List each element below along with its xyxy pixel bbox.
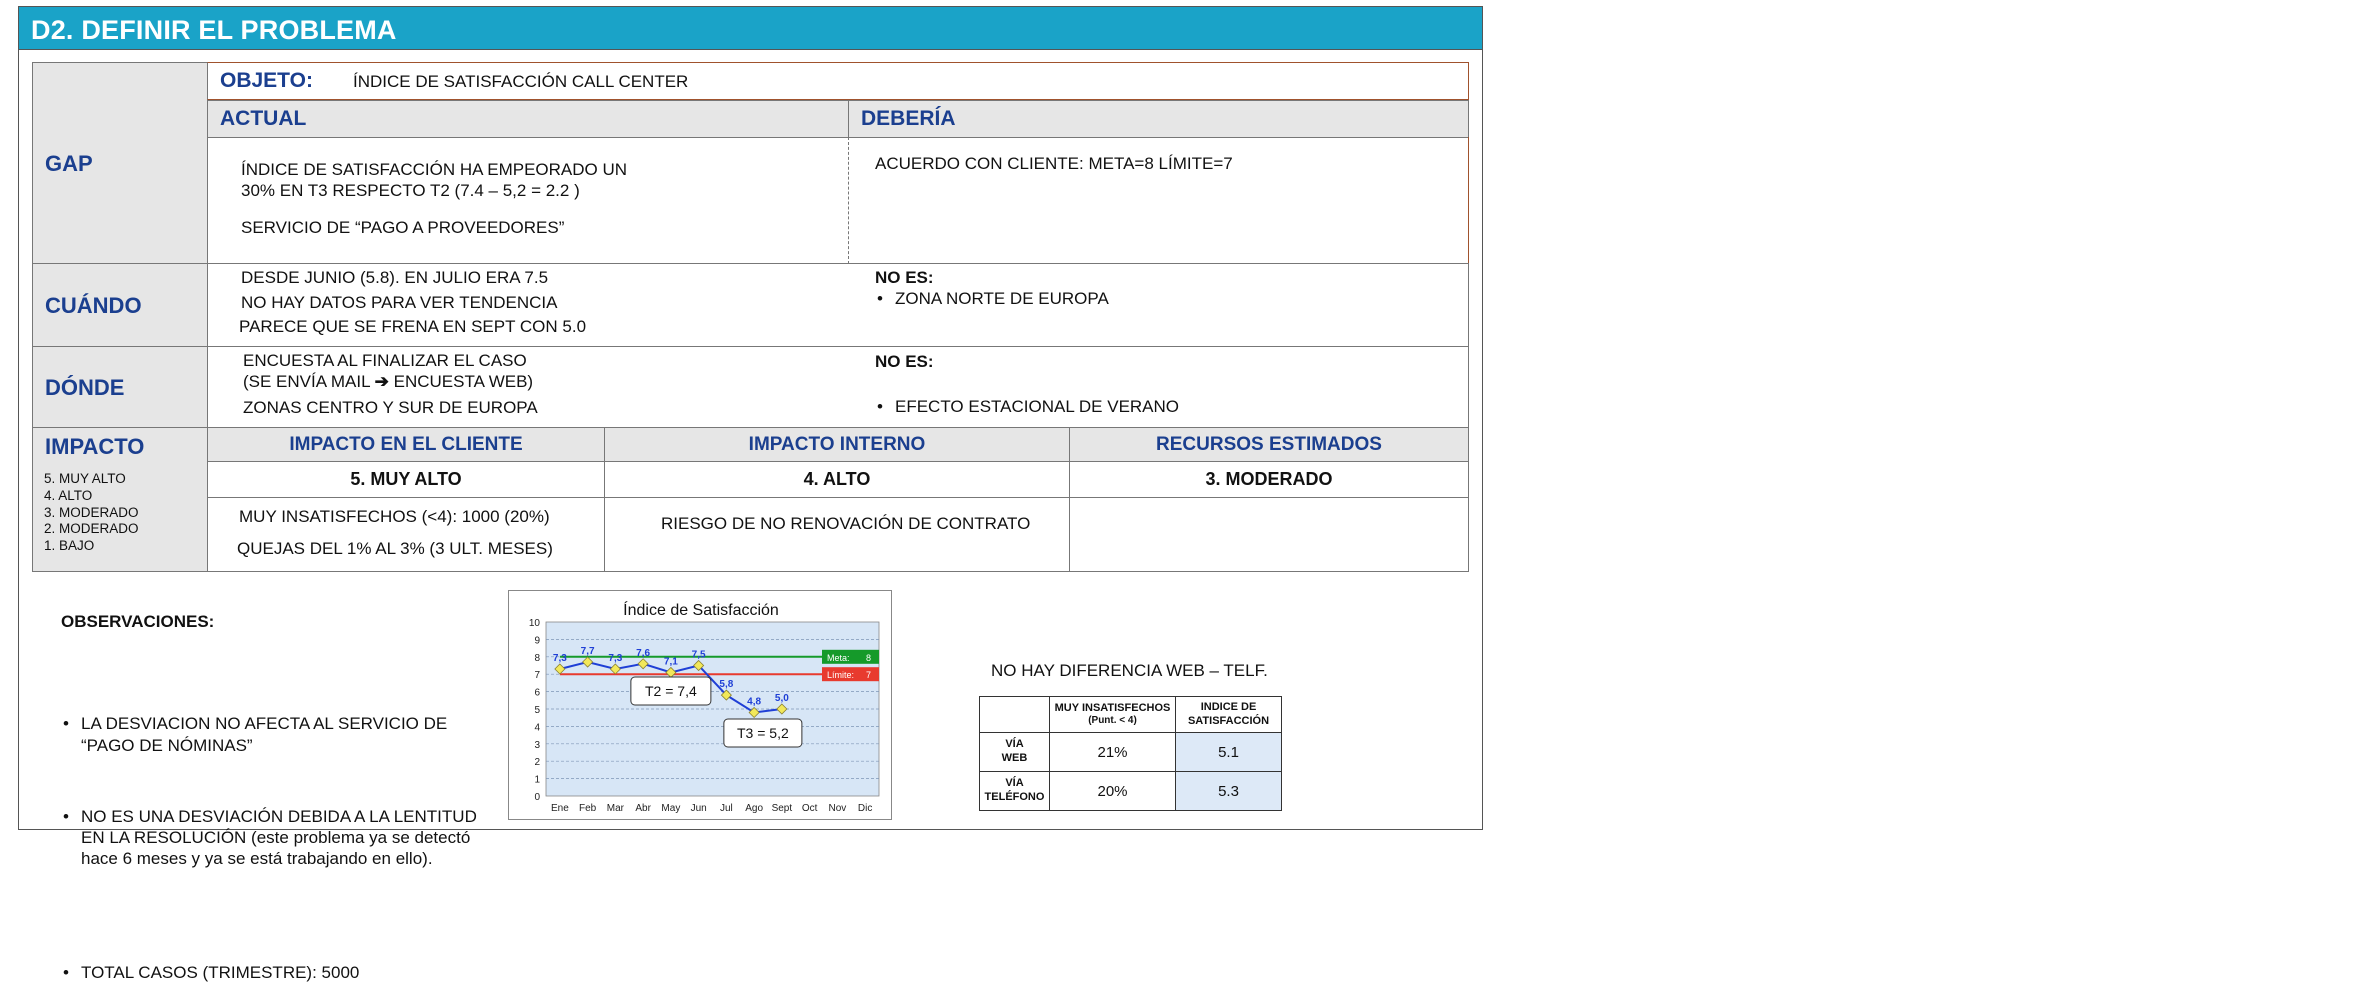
satisfaction-chart — [508, 590, 892, 820]
impacto-label: IMPACTO — [45, 434, 145, 459]
deberia-label: DEBERÍA — [861, 107, 956, 130]
arrow-right-icon: ➔ — [374, 372, 389, 391]
objeto-label: OBJETO: — [220, 69, 313, 92]
row-label-telefono-line2: TELÉFONO — [984, 791, 1045, 803]
x-tick-label: Dic — [857, 803, 873, 814]
reference-value: 8 — [865, 652, 871, 663]
data-label: 5,8 — [719, 679, 734, 691]
actual-label: ACTUAL — [220, 107, 307, 130]
data-label: 7,3 — [608, 652, 623, 664]
reference-value: 7 — [865, 670, 871, 681]
col-header-indice-line2: SATISFACCIÓN — [1187, 714, 1270, 727]
x-tick-label: Oct — [801, 803, 818, 814]
col-header-indice-line1: INDICE DE — [1200, 701, 1257, 714]
data-label: 7,5 — [691, 649, 706, 661]
recursos-detail-cell — [1069, 497, 1469, 572]
donde-no-es-item-1: • EFECTO ESTACIONAL DE VERANO — [875, 395, 2375, 419]
donde-line-1: ENCUESTA AL FINALIZAR EL CASO — [243, 351, 527, 370]
impacto-interno-detail: RIESGO DE NO RENOVACIÓN DE CONTRATO — [661, 514, 1031, 533]
table-corner-cell — [980, 697, 1050, 733]
col-header-insatisfechos-line1: MUY INSATISFECHOS — [1054, 701, 1171, 714]
impacto-interno-value: 4. ALTO — [803, 469, 871, 489]
x-tick-label: Feb — [579, 803, 597, 814]
impacto-scale-1: 1. BAJO — [44, 538, 95, 554]
y-tick-label: 8 — [534, 652, 540, 664]
data-label: 7,3 — [552, 652, 567, 664]
cuando-no-es-item: • ZONA NORTE DE EUROPA — [875, 287, 2375, 311]
data-label: 7,7 — [580, 646, 595, 658]
y-tick-label: 6 — [534, 687, 540, 699]
impacto-cliente-detail-2: QUEJAS DEL 1% AL 3% (3 ULT. MESES) — [237, 539, 553, 558]
observacion-item-3: • TOTAL CASOS (TRIMESTRE): 5000 — [61, 962, 481, 983]
annotation-label: T3 = 5,2 — [736, 725, 789, 741]
cell-telefono-insatisfechos: 20% — [1050, 772, 1176, 811]
cell-web-indice: 5.1 — [1176, 733, 1282, 772]
cuando-line-1: DESDE JUNIO (5.8). EN JULIO ERA 7.5 — [241, 268, 549, 287]
cuando-line-2: NO HAY DATOS PARA VER TENDENCIA — [241, 293, 558, 312]
impacto-scale — [44, 471, 139, 555]
y-tick-label: 1 — [534, 774, 540, 786]
y-tick-label: 4 — [534, 722, 540, 734]
chart-title: Índice de Satisfacción — [623, 602, 779, 619]
impacto-scale-3: 3. MODERADO — [44, 504, 139, 520]
chart-svg — [509, 591, 893, 821]
donde-no-es-label: NO ES: — [875, 352, 934, 371]
donde-label: DÓNDE — [45, 375, 125, 400]
cuando-no-es-label: NO ES: — [875, 268, 934, 287]
reference-label: Meta: — [827, 652, 850, 663]
x-tick-label: Sept — [771, 803, 793, 814]
reference-label: Límite: — [827, 670, 855, 681]
objeto-value: ÍNDICE DE SATISFACCIÓN CALL CENTER — [353, 72, 689, 91]
table-row — [980, 733, 1282, 772]
impacto-scale-4: 4. ALTO — [44, 487, 93, 503]
y-tick-label: 9 — [534, 635, 540, 647]
cell-web-insatisfechos: 21% — [1050, 733, 1176, 772]
web-telf-table — [979, 696, 1282, 811]
data-label: 7,6 — [636, 647, 651, 659]
x-tick-label: Jul — [719, 803, 733, 814]
observaciones-title: OBSERVACIONES: — [61, 612, 215, 631]
y-tick-label: 5 — [534, 705, 540, 716]
row-label-web-line2: WEB — [1001, 752, 1028, 764]
y-tick-label: 7 — [534, 670, 540, 682]
table-row — [980, 772, 1282, 811]
row-label-telefono — [980, 772, 1050, 811]
y-tick-label: 3 — [534, 739, 540, 751]
x-tick-label: Abr — [635, 803, 651, 814]
col-header-insatisfechos — [1050, 697, 1176, 733]
x-tick-label: Mar — [606, 803, 624, 814]
page-header — [18, 6, 1483, 50]
gap-label: GAP — [45, 151, 93, 176]
data-label: 5,0 — [774, 693, 789, 704]
row-label-web — [980, 733, 1050, 772]
observacion-item-1: • LA DESVIACION NO AFECTA AL SERVICIO DE “PAGO DE NÓMINAS” — [61, 713, 481, 756]
x-tick-label: Ene — [550, 803, 569, 814]
data-label: 7,1 — [663, 656, 678, 668]
table-header-row — [980, 697, 1282, 733]
donde-line-2b: ENCUESTA WEB) — [388, 372, 534, 391]
impacto-cliente-label: IMPACTO EN EL CLIENTE — [289, 434, 523, 455]
donde-line-2 — [243, 370, 533, 394]
impacto-cliente-detail-1: MUY INSATISFECHOS (<4): 1000 (20%) — [239, 507, 550, 526]
x-tick-label: Jun — [690, 803, 707, 814]
x-tick-label: Nov — [828, 803, 847, 814]
cuando-line-3: PARECE QUE SE FRENA EN SEPT CON 5.0 — [239, 317, 587, 336]
impacto-scale-5: 5. MUY ALTO — [44, 471, 126, 486]
y-tick-label: 2 — [534, 757, 540, 769]
impacto-cliente-value: 5. MUY ALTO — [350, 469, 462, 489]
actual-line-1: ÍNDICE DE SATISFACCIÓN HA EMPEORADO UN — [241, 160, 628, 179]
col-header-indice — [1176, 697, 1282, 733]
deberia-text: ACUERDO CON CLIENTE: META=8 LÍMITE=7 — [875, 154, 1233, 173]
col-header-insatisfechos-line2: (Punt. < 4) — [1088, 715, 1137, 727]
donde-line-2a: (SE ENVÍA MAIL — [243, 372, 375, 391]
x-tick-label: May — [661, 803, 681, 814]
actual-line-3: SERVICIO DE “PAGO A PROVEEDORES” — [241, 218, 565, 237]
impacto-scale-2: 2. MODERADO — [44, 521, 139, 537]
recursos-label: RECURSOS ESTIMADOS — [1156, 434, 1382, 455]
donde-line-3: ZONAS CENTRO Y SUR DE EUROPA — [243, 398, 538, 417]
cuando-label: CUÁNDO — [45, 293, 142, 318]
actual-line-2: 30% EN T3 RESPECTO T2 (7.4 – 5,2 = 2.2 ) — [241, 181, 580, 200]
web-telf-title: NO HAY DIFERENCIA WEB – TELF. — [991, 661, 1268, 680]
row-label-telefono-line1: VÍA — [1005, 777, 1024, 790]
row-label-web-line1: VÍA — [1005, 738, 1024, 751]
y-tick-label: 0 — [534, 792, 540, 803]
y-tick-label: 10 — [528, 618, 540, 629]
x-tick-label: Ago — [745, 803, 764, 814]
cell-telefono-indice: 5.3 — [1176, 772, 1282, 811]
recursos-value: 3. MODERADO — [1205, 469, 1333, 489]
data-label: 4,8 — [747, 696, 762, 708]
observacion-item-2: • NO ES UNA DESVIACIÓN DEBIDA A LA LENTITUD EN LA RESOLUCIÓN (este problema ya se detectó hace 6 meses y ya se está trabajando en ello). — [61, 807, 481, 870]
impacto-interno-label: IMPACTO INTERNO — [748, 434, 926, 455]
annotation-label: T2 = 7,4 — [644, 683, 697, 699]
page-title: D2. DEFINIR EL PROBLEMA — [31, 15, 397, 45]
